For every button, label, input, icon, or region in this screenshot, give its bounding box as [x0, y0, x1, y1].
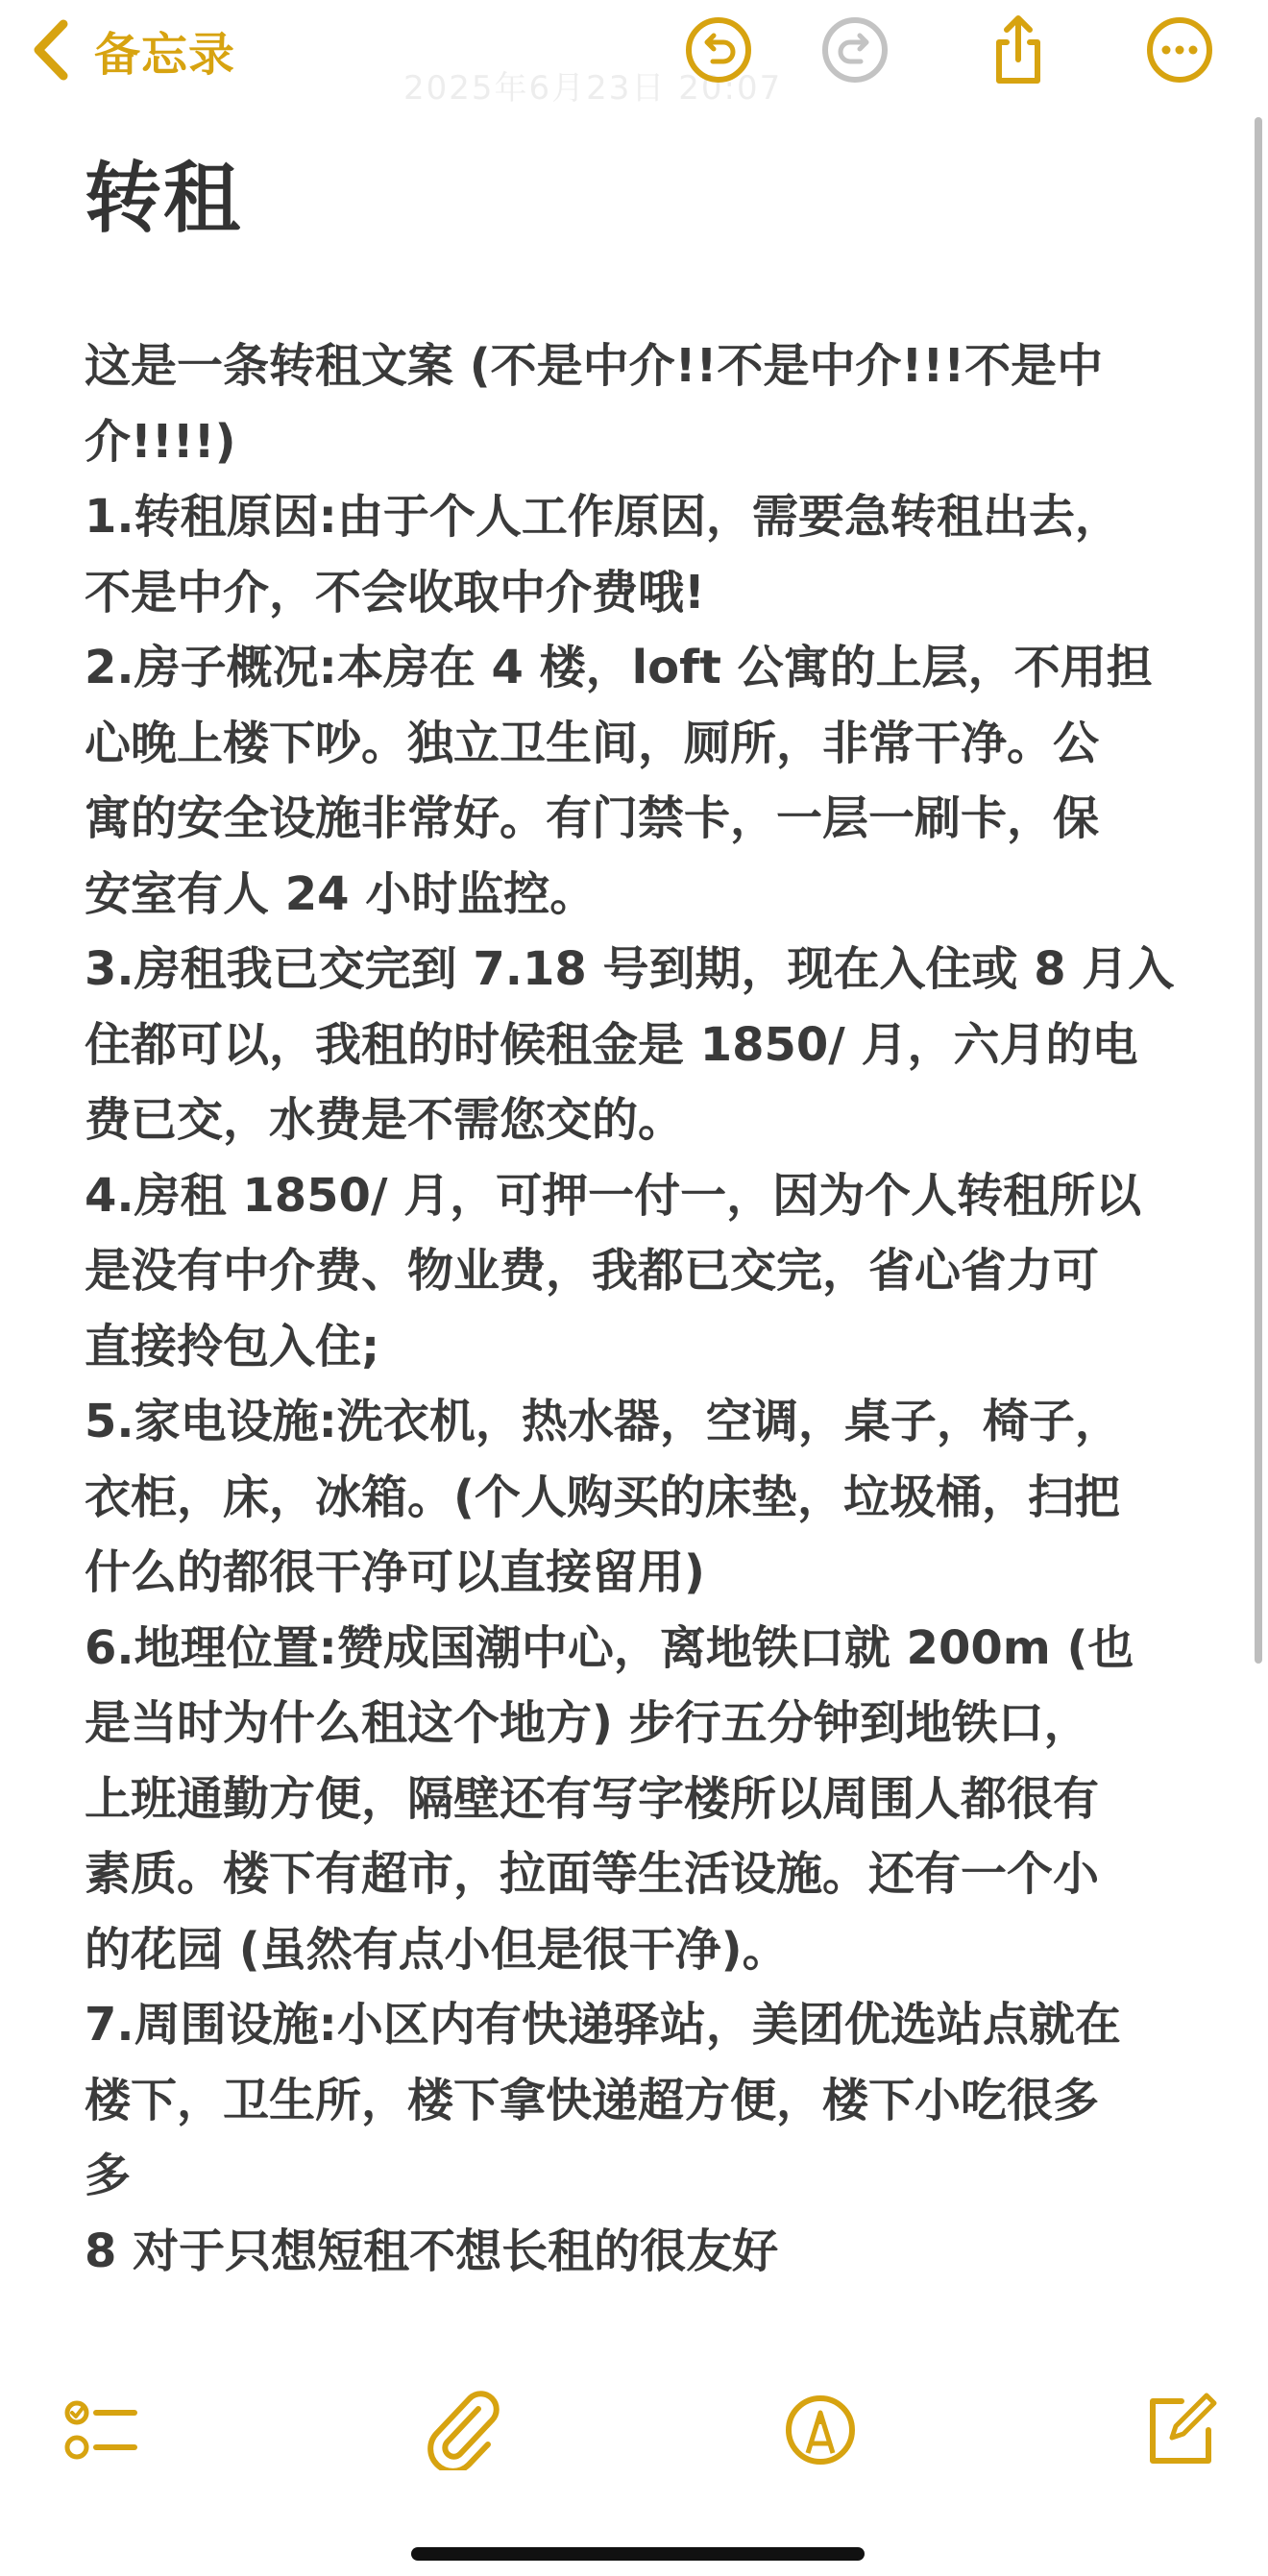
chevron-left-icon — [29, 18, 73, 82]
note-line: 2.房子概况:本房在 4 楼，loft 公寓的上层，不用担 — [85, 641, 1153, 694]
note-line: 是当时为什么租这个地方) 步行五分钟到地铁口， — [85, 1696, 1090, 1750]
note-line: 直接拎包入住; — [85, 1319, 380, 1373]
note-line: 什么的都很干净可以直接留用) — [85, 1545, 705, 1599]
note-line: 5.家电设施:洗衣机，热水器，空调，桌子，椅子， — [85, 1395, 1121, 1448]
compose-icon[interactable] — [1139, 2390, 1220, 2470]
bottom-toolbar — [0, 2382, 1268, 2478]
note-line: 安室有人 24 小时监控。 — [85, 866, 597, 921]
note-line: 4.房租 1850/ 月，可押一付一，因为个人转租所以 — [85, 1168, 1142, 1223]
note-line: 多 — [85, 2149, 132, 2202]
back-button[interactable] — [29, 12, 235, 88]
note-line: 是没有中介费、物业费，我都已交完，省心省力可 — [85, 1244, 1100, 1298]
note-line: 的花园 (虽然有点小但是很干净)。 — [85, 1922, 789, 1977]
note-line: 不是中介，不会收取中介费哦! — [85, 565, 705, 620]
note-body[interactable] — [85, 328, 1189, 2289]
more-icon[interactable] — [1143, 13, 1216, 86]
note-line: 上班通勤方便，隔壁还有写字楼所以周围人都很有 — [85, 1771, 1100, 1826]
note-line: 楼下，卫生所，楼下拿快递超方便，楼下小吃很多 — [85, 2073, 1100, 2127]
top-navigation-bar — [0, 0, 1268, 106]
note-line: 介!!!!) — [85, 414, 236, 469]
scrollbar[interactable] — [1255, 117, 1262, 1664]
markup-pen-icon[interactable] — [780, 2390, 861, 2470]
note-line: 心晚上楼下吵。独立卫生间，厕所，非常干净。公 — [85, 716, 1100, 770]
note-line: 3.房租我已交完到 7.18 号到期，现在入住或 8 月入 — [85, 942, 1175, 996]
note-timestamp: 2025年6月23日 20:07 — [403, 69, 783, 108]
note-line: 衣柜，床，冰箱。(个人购买的床垫，垃圾桶，扫把 — [85, 1470, 1120, 1524]
note-line: 6.地理位置:赞成国潮中心，离地铁口就 200m (也 — [85, 1620, 1134, 1675]
back-button-label: 备忘录 — [94, 27, 236, 82]
redo-icon[interactable] — [818, 13, 891, 86]
note-line: 这是一条转租文案 (不是中介!!不是中介!!!不是中 — [85, 339, 1104, 393]
note-line: 素质。楼下有超市，拉面等生活设施。还有一个小 — [85, 1847, 1100, 1901]
home-indicator — [411, 2547, 865, 2561]
note-line: 8 对于只想短租不想长租的很友好 — [85, 2224, 779, 2278]
undo-icon[interactable] — [682, 13, 755, 86]
note-line: 费已交，水费是不需您交的。 — [85, 1093, 685, 1147]
note-line: 寓的安全设施非常好。有门禁卡，一层一刷卡，保 — [85, 791, 1100, 845]
share-icon[interactable] — [982, 13, 1055, 86]
checklist-icon[interactable] — [60, 2390, 140, 2470]
note-line: 7.周围设施:小区内有快递驿站，美团优选站点就在 — [85, 1998, 1121, 2052]
paperclip-icon[interactable] — [425, 2390, 505, 2470]
note-line: 住都可以，我租的时候租金是 1850/ 月，六月的电 — [85, 1017, 1138, 1072]
note-line: 1.转租原因:由于个人工作原因，需要急转租出去， — [85, 490, 1121, 544]
note-title[interactable]: 转租 — [85, 154, 242, 243]
